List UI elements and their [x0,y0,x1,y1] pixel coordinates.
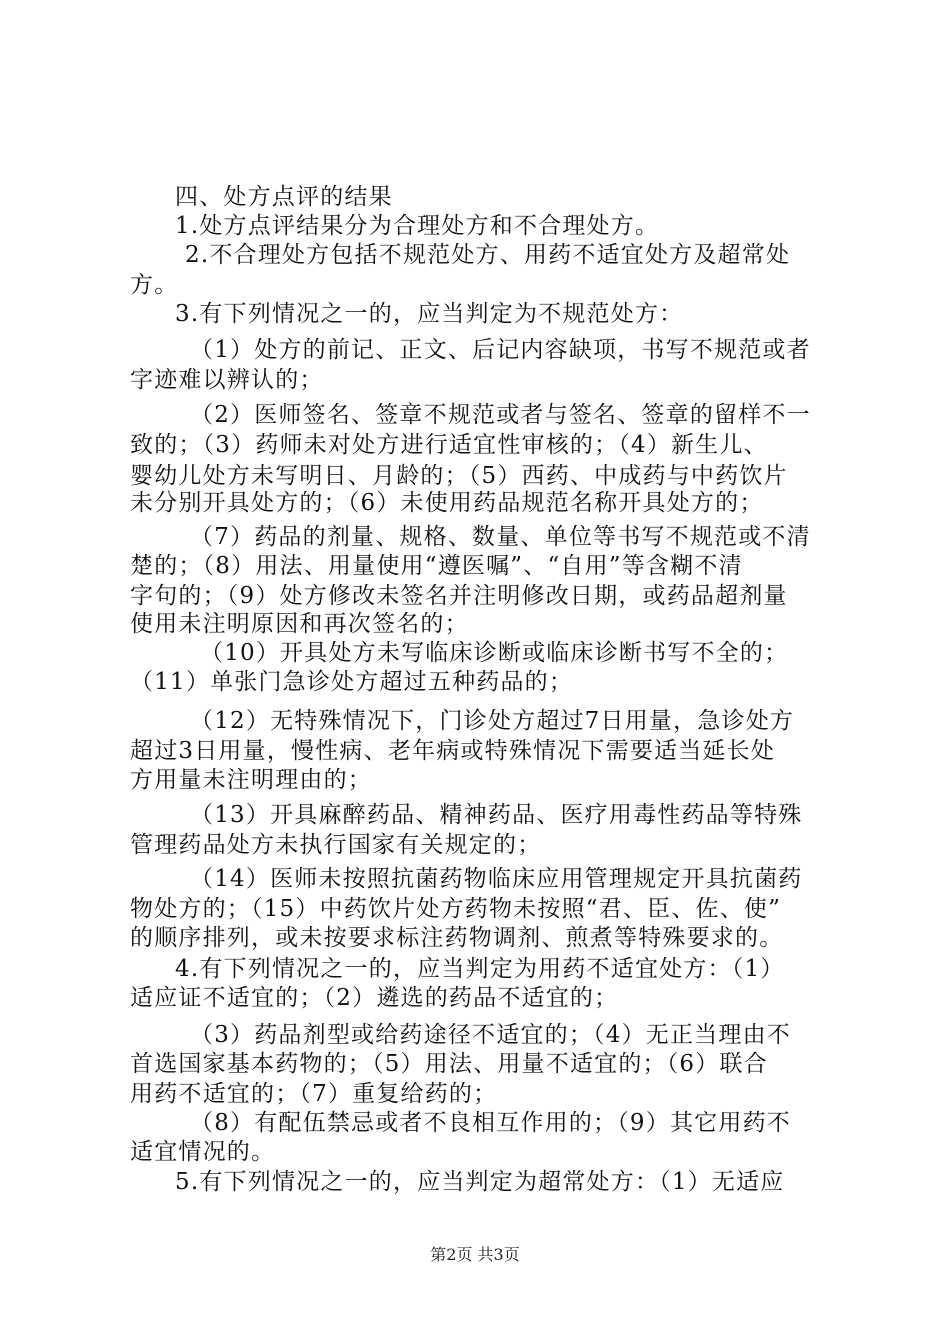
paragraph-line: 4.有下列情况之一的，应当判定为用药不适宜处方：（1） [175,956,785,982]
paragraph-line: 超过3日用量，慢性病、老年病或特殊情况下需要适当延长处 [130,738,776,764]
paragraph-line: （13）开具麻醉药品、精神药品、医疗用毒性药品等特殊 [190,802,803,828]
paragraph-line: （7）药品的剂量、规格、数量、单位等书写不规范或不清 [190,524,811,550]
paragraph-line: （12）无特殊情况下，门诊处方超过7日用量，急诊处方 [190,708,795,734]
paragraph-line: 未分别开具处方的；（6）未使用药品规范名称开具处方的； [130,490,764,516]
paragraph-line: 婴幼儿处方未写明日、月龄的；（5）西药、中成药与中药饮片 [130,463,788,489]
paragraph-line: 2.不合理处方包括不规范处方、用药不适宜处方及超常处 [185,242,791,268]
paragraph-line: （10）开具处方未写临床诊断或临床诊断书写不全的； [200,640,789,666]
paragraph-line: 适应证不适宜的；（2）遴选的药品不适宜的； [130,985,619,1011]
paragraph-line: 方。 [130,272,179,298]
paragraph-line: 1.处方点评结果分为合理处方和不合理处方。 [175,213,660,239]
paragraph-line: 致的；（3）药师未对处方进行适宜性审核的；（4）新生儿、 [130,432,768,458]
paragraph-line: 字句的；（9）处方修改未签名并注明修改日期，或药品超剂量 [130,583,788,609]
paragraph-line: 用药不适宜的；（7）重复给药的； [130,1081,498,1107]
paragraph-line: 楚的；（8）用法、用量使用“遵医嘱”、“自用”等含糊不清 [130,553,743,579]
paragraph-line: 字迹难以辨认的； [130,367,324,393]
paragraph-line: 适宜情况的。 [130,1139,276,1165]
paragraph-line: 的顺序排列，或未按要求标注药物调剂、煎煮等特殊要求的。 [130,925,784,951]
paragraph-line: 5.有下列情况之一的，应当判定为超常处方：（1）无适应 [175,1169,785,1195]
paragraph-line: 物处方的；（15）中药饮片处方药物未按照“君、臣、佐、使” [130,896,782,922]
paragraph-line: 方用量未注明理由的； [130,767,372,793]
paragraph-line: 使用未注明原因和再次签名的； [130,611,469,637]
paragraph-line: （1）处方的前记、正文、后记内容缺项，书写不规范或者 [190,337,811,363]
paragraph-line: （11）单张门急诊处方超过五种药品的； [130,669,574,695]
page-footer: 第2页 共3页 [430,1245,520,1264]
paragraph-line: （3）药品剂型或给药途径不适宜的；（4）无正当理由不 [190,1022,791,1048]
paragraph-line: 首选国家基本药物的；（5）用法、用量不适宜的；（6）联合 [130,1051,768,1077]
paragraph-line: （2）医师签名、签章不规范或者与签名、签章的留样不一 [190,402,811,428]
paragraph-line: 3.有下列情况之一的，应当判定为不规范处方： [175,301,684,327]
paragraph-line: （14）医师未按照抗菌药物临床应用管理规定开具抗菌药 [190,866,803,892]
paragraph-line: 管理药品处方未执行国家有关规定的； [130,832,542,858]
paragraph-line: （8）有配伍禁忌或者不良相互作用的；（9）其它用药不 [190,1110,791,1136]
section-heading: 四、处方点评的结果 [175,184,393,210]
